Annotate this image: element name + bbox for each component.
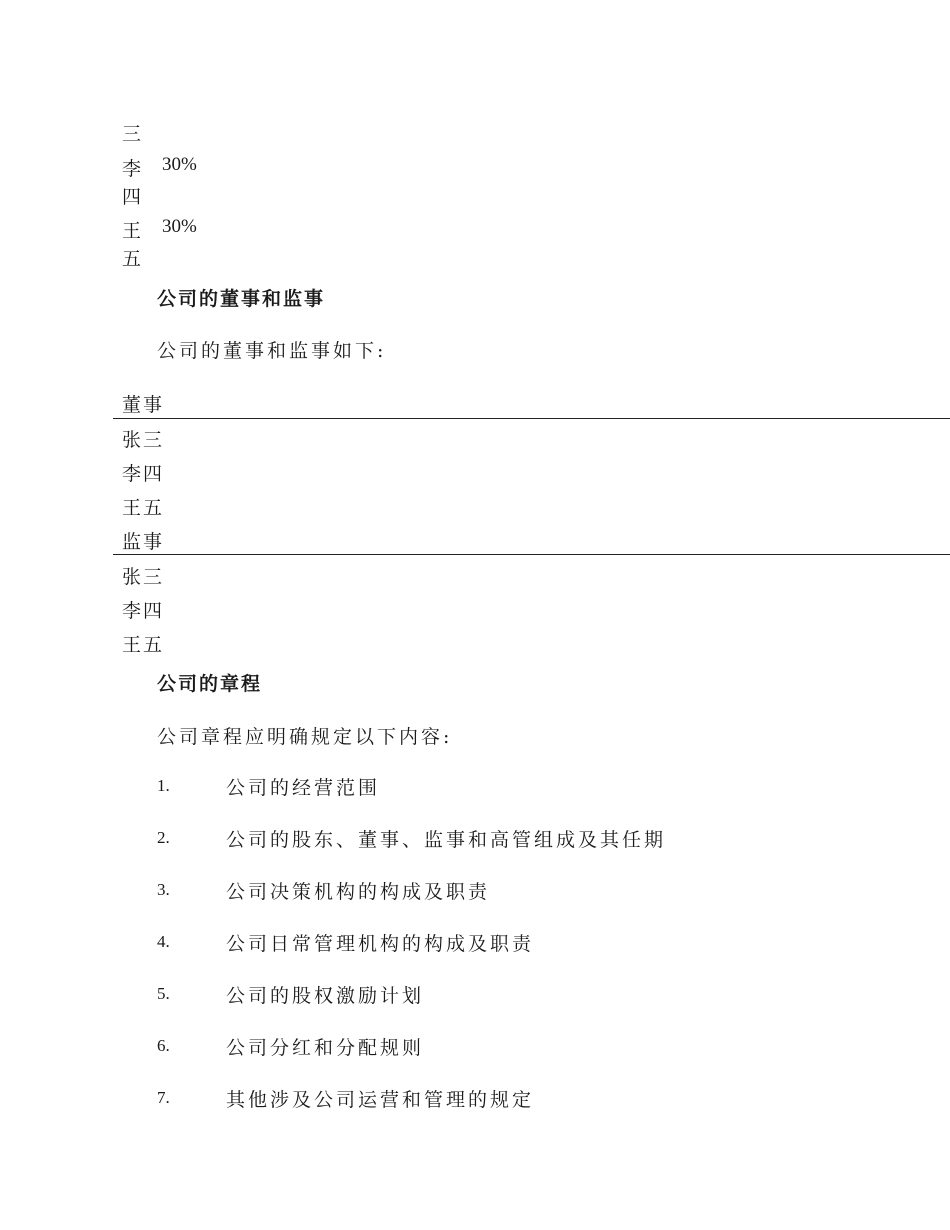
list-number: 4. — [157, 932, 170, 951]
list-number: 1. — [157, 776, 170, 795]
list-number: 7. — [157, 1088, 170, 1107]
shareholder-share: 30% — [162, 154, 197, 175]
shareholder-name-tail: 五 — [122, 248, 144, 270]
section-heading-directors: 公司的董事和监事 — [157, 288, 326, 310]
supervisor-name: 李四 — [122, 600, 165, 622]
list-number: 3. — [157, 880, 170, 899]
list-item: 其他涉及公司运营和管理的规定 — [226, 1089, 535, 1111]
shareholder-name-head: 王 — [122, 220, 144, 242]
charter-intro: 公司章程应明确规定以下内容: — [157, 726, 453, 748]
supervisor-name: 张三 — [122, 566, 165, 588]
list-item: 公司的股权激励计划 — [226, 985, 425, 1007]
shareholder-name-head: 李 — [122, 158, 144, 180]
table-rule — [113, 418, 950, 419]
director-name: 张三 — [122, 429, 165, 451]
list-number: 5. — [157, 984, 170, 1003]
director-name: 王五 — [122, 497, 165, 519]
section-heading-charter: 公司的章程 — [157, 673, 263, 695]
list-item: 公司的经营范围 — [226, 777, 381, 799]
list-number: 2. — [157, 828, 170, 847]
shareholder-name-tail: 四 — [122, 186, 144, 208]
supervisor-name: 王五 — [122, 634, 165, 656]
shareholder-name-fragment: 三 — [122, 123, 144, 145]
list-item: 公司日常管理机构的构成及职责 — [226, 933, 535, 955]
shareholder-share: 30% — [162, 216, 197, 237]
directors-intro: 公司的董事和监事如下: — [157, 340, 387, 362]
list-item: 公司分红和分配规则 — [226, 1037, 425, 1059]
list-item: 公司的股东、董事、监事和高管组成及其任期 — [226, 829, 667, 851]
supervisors-label: 监事 — [122, 531, 165, 553]
director-name: 李四 — [122, 463, 165, 485]
directors-label: 董事 — [122, 394, 165, 416]
list-item: 公司决策机构的构成及职责 — [226, 881, 491, 903]
table-rule — [113, 554, 950, 555]
list-number: 6. — [157, 1036, 170, 1055]
